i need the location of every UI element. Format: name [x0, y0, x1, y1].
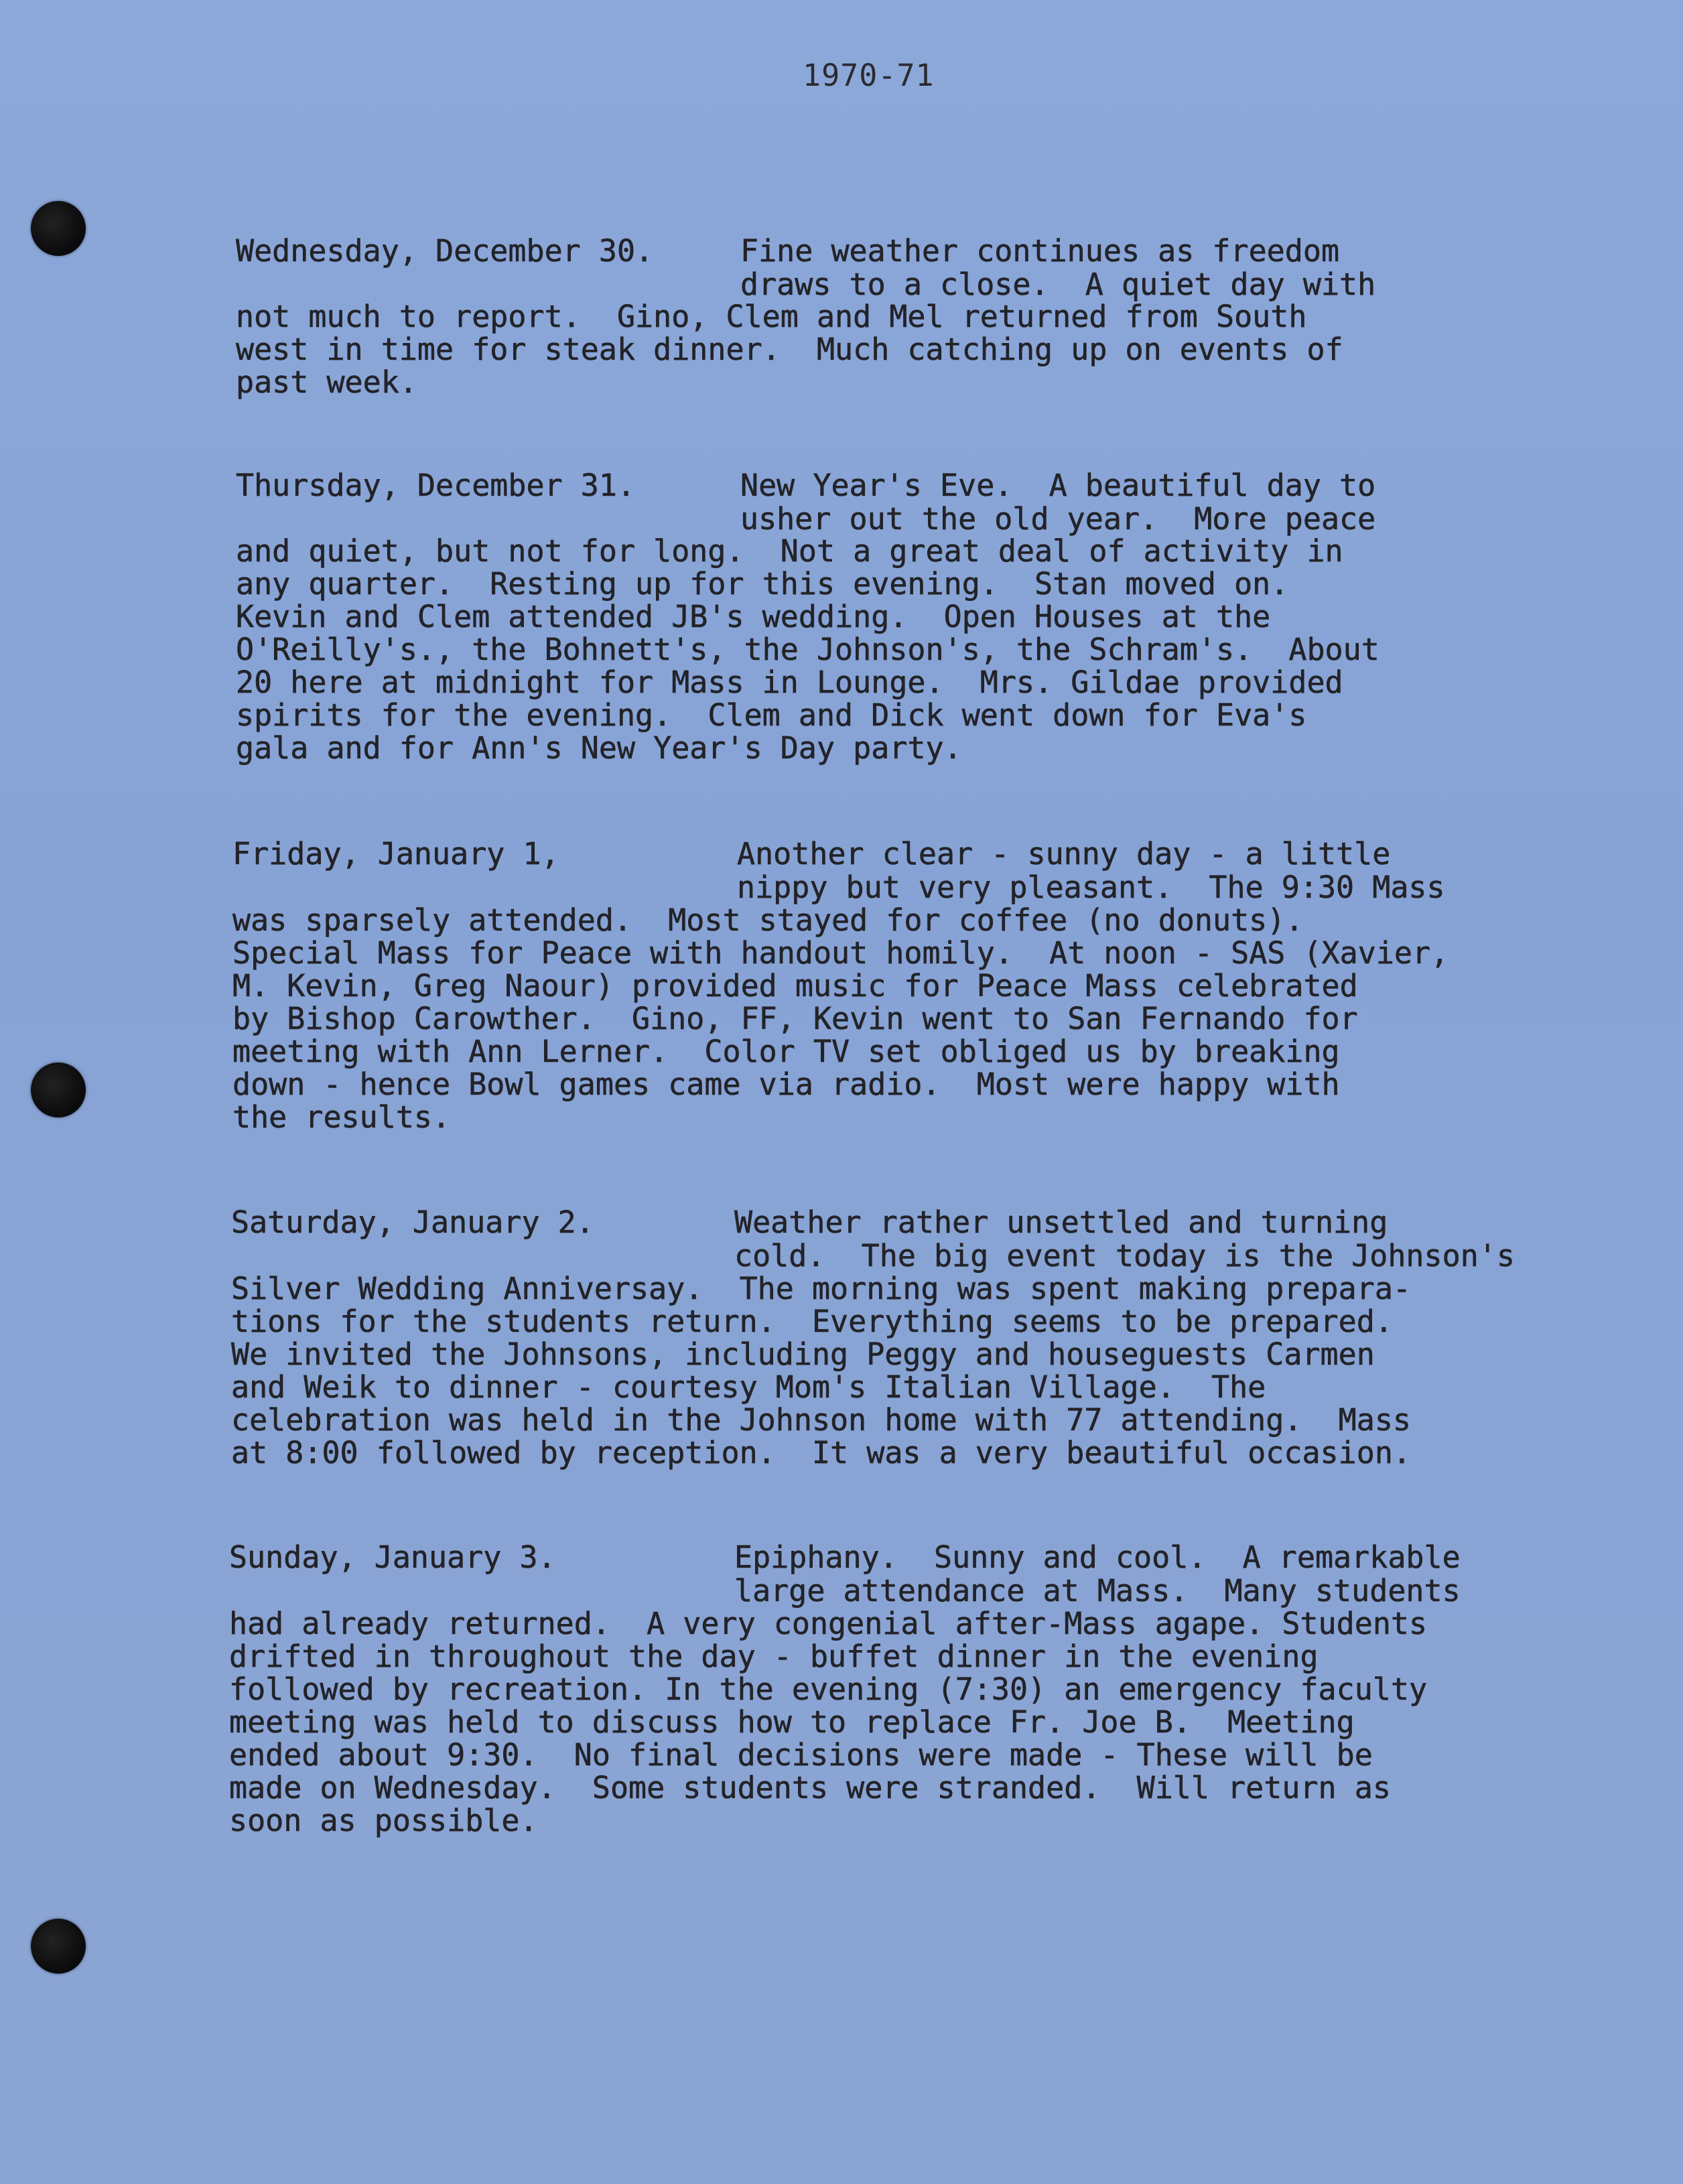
entry-line: celebration was held in the Johnson home with 77 attending. Mass — [231, 1402, 1411, 1438]
entry-line: down - hence Bowl games came via radio. Most were happy with — [232, 1067, 1340, 1102]
entry-line: gala and for Ann's New Year's Day party. — [236, 730, 962, 766]
entry-line: made on Wednesday. Some students were stranded. Will return as — [229, 1770, 1391, 1805]
entry-line: the results. — [232, 1099, 451, 1135]
entry-line: had already returned. A very congenial after-Mass agape. Students — [229, 1606, 1428, 1641]
entry-line: soon as possible. — [229, 1803, 538, 1838]
entry-line: Kevin and Clem attended JB's wedding. Open Houses at the — [236, 599, 1271, 634]
entry-line: Special Mass for Peace with handout homily. At noon - SAS (Xavier, — [232, 935, 1449, 971]
entry-date: Sunday, January 3. — [229, 1540, 556, 1575]
entry-line: cold. The big event today is the Johnson's — [734, 1238, 1515, 1274]
entry-line: O'Reilly's., the Bohnett's, the Johnson's, the Schram's. About — [236, 632, 1379, 667]
entry-line: Fine weather continues as freedom — [740, 233, 1340, 269]
entry-line: Silver Wedding Anniversay. The morning was spent making prepara- — [231, 1271, 1411, 1306]
entry-line: large attendance at Mass. Many students — [734, 1573, 1461, 1609]
entry-date: Friday, January 1, — [232, 836, 559, 872]
entry-line: tions for the students return. Everything seems to be prepared. — [231, 1304, 1393, 1339]
entry-date: Wednesday, December 30. — [236, 233, 654, 269]
entry-line: Weather rather unsettled and turning — [734, 1205, 1388, 1240]
punch-hole-middle — [31, 1063, 86, 1117]
entry-line: M. Kevin, Greg Naour) provided music for Peace Mass celebrated — [232, 968, 1358, 1004]
entry-line: 20 here at midnight for Mass in Lounge. Mrs. Gildae provided — [236, 665, 1343, 700]
entry-line: draws to a close. A quiet day with — [740, 267, 1376, 302]
entry-date: Saturday, January 2. — [231, 1205, 594, 1240]
entry-line: Epiphany. Sunny and cool. A remarkable — [734, 1540, 1461, 1575]
entry-line: meeting was held to discuss how to replace Fr. Joe B. Meeting — [229, 1704, 1355, 1740]
entry-line: not much to report. Gino, Clem and Mel returned from South — [236, 299, 1307, 334]
entry-line: was sparsely attended. Most stayed for coffee (no donuts). — [232, 902, 1304, 938]
entry-line: any quarter. Resting up for this evening. Stan moved on. — [236, 566, 1289, 602]
entry-line: and quiet, but not for long. Not a great deal of activity in — [236, 533, 1343, 569]
page-year-label: 1970-71 — [803, 58, 935, 93]
entry-line: meeting with Ann Lerner. Color TV set obliged us by breaking — [232, 1034, 1340, 1069]
entry-line: nippy but very pleasant. The 9:30 Mass — [737, 870, 1445, 905]
entry-line: Another clear - sunny day - a little — [737, 836, 1391, 872]
entry-line: ended about 9:30. No final decisions were made - These will be — [229, 1737, 1373, 1773]
entry-line: past week. — [236, 364, 417, 400]
entry-line: drifted in throughout the day - buffet dinner in the evening — [229, 1639, 1319, 1674]
entry-line: at 8:00 followed by reception. It was a very beautiful occasion. — [231, 1435, 1411, 1471]
entry-line: spirits for the evening. Clem and Dick went down for Eva's — [236, 697, 1307, 733]
entry-line: New Year's Eve. A beautiful day to — [740, 468, 1376, 503]
entry-date: Thursday, December 31. — [236, 468, 636, 503]
entry-line: west in time for steak dinner. Much catching up on events of — [236, 332, 1343, 367]
entry-line: usher out the old year. More peace — [740, 501, 1376, 537]
entry-line: We invited the Johnsons, including Peggy and houseguests Carmen — [231, 1337, 1375, 1372]
punch-hole-top — [31, 201, 86, 256]
entry-line: by Bishop Carowther. Gino, FF, Kevin went to San Fernando for — [232, 1001, 1358, 1036]
punch-hole-bottom — [31, 1919, 86, 1974]
entry-line: and Weik to dinner - courtesy Mom's Italian Village. The — [231, 1369, 1266, 1405]
entry-line: followed by recreation. In the evening (7:30) an emergency faculty — [229, 1671, 1428, 1707]
